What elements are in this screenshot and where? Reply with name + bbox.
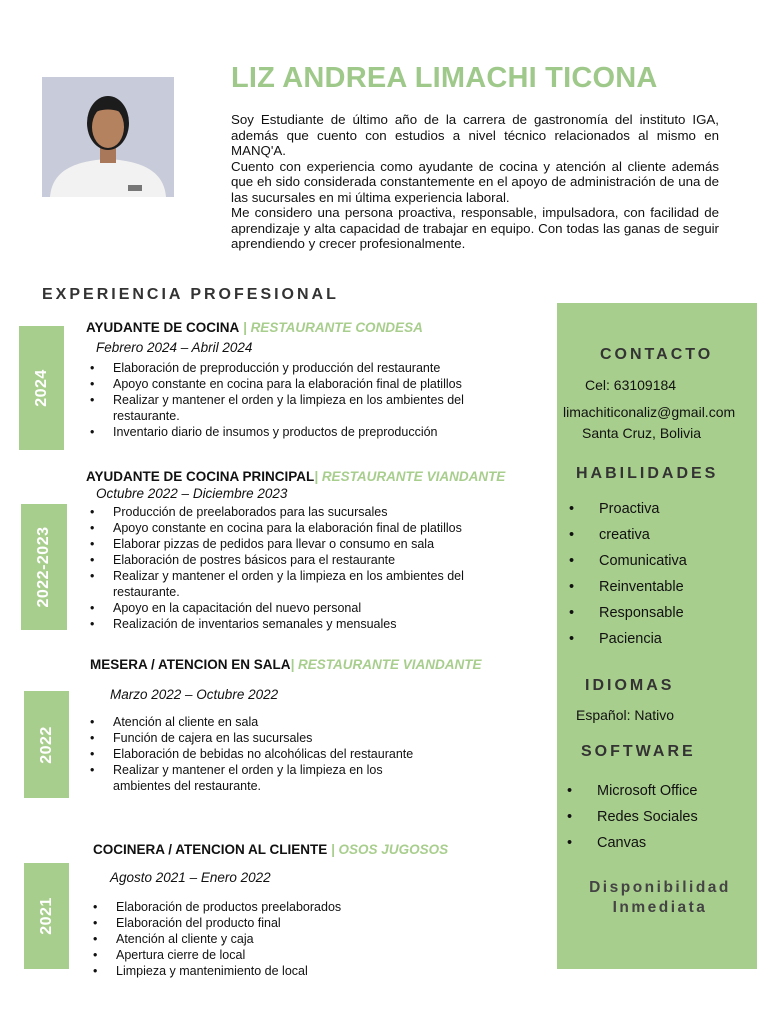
- list-item: • creativa: [569, 527, 687, 553]
- job-duties: [89, 899, 489, 979]
- job-dates: Marzo 2022 – Octubre 2022: [110, 687, 279, 702]
- job-separator: |: [239, 320, 251, 335]
- job-title: [90, 657, 482, 672]
- availability-line: Disponibilidad: [589, 879, 731, 896]
- contact-phone: Cel: 63109184: [585, 377, 677, 393]
- list-item: • Apoyo constante en cocina para la elaboración final de platillos: [86, 520, 486, 536]
- list-item: • Atención al cliente en sala: [86, 714, 431, 730]
- job-role: MESERA / ATENCION EN SALA: [90, 657, 291, 672]
- job-separator: |: [314, 469, 322, 484]
- job-duties: [86, 504, 486, 632]
- year-label: 2022-2023: [35, 526, 52, 608]
- year-label: 2022: [37, 725, 55, 764]
- year-bar: [24, 863, 69, 969]
- year-bar: [24, 691, 69, 798]
- list-item: • Elaboración de bebidas no alcohólicas del restaurante: [86, 746, 431, 762]
- profile-photo: [42, 77, 174, 197]
- software-list: [567, 783, 698, 861]
- language-item: Español: Nativo: [576, 707, 675, 723]
- job-title: [93, 842, 448, 857]
- profile-summary: [231, 112, 719, 252]
- list-item: • Elaborar pizzas de pedidos para llevar o consumo en sala: [86, 536, 486, 552]
- list-item: • Apoyo en la capacitación del nuevo personal: [86, 600, 486, 616]
- list-item: • Inventario diario de insumos y productos de preproducción: [86, 424, 486, 440]
- job-dates: Febrero 2024 – Abril 2024: [96, 340, 253, 355]
- portrait-image: [42, 77, 174, 197]
- job-separator: |: [327, 842, 339, 857]
- list-item: • Elaboración del producto final: [89, 915, 489, 931]
- job-place: RESTAURANTE VIANDANTE: [321, 469, 506, 484]
- list-item: • Elaboración de preproducción y producción del restaurante: [86, 360, 486, 376]
- software-heading: SOFTWARE: [581, 743, 696, 760]
- job-duties: [86, 360, 486, 440]
- languages-heading: IDIOMAS: [585, 677, 675, 694]
- job-dates: Octubre 2022 – Diciembre 2023: [96, 486, 288, 501]
- contact-email[interactable]: limachiticonaliz@gmail.com: [563, 404, 736, 420]
- job-separator: |: [290, 657, 299, 672]
- summary-paragraph: Cuento con experiencia como ayudante de cocina y atención al cliente además que eh sido considerada constantemente en el apoyo de administración de una de las sucursales en mi última experiencia laboral.: [231, 158, 719, 205]
- list-item: • Realización de inventarios semanales y mensuales: [86, 616, 486, 632]
- list-item: • Realizar y mantener el orden y la limpieza en los ambientes del restaurante.: [86, 762, 431, 794]
- list-item: • Microsoft Office: [567, 783, 698, 809]
- job-place: RESTAURANTE VIANDANTE: [298, 657, 482, 672]
- list-item: • Realizar y mantener el orden y la limpieza en los ambientes del restaurante.: [86, 568, 486, 600]
- person-name: LIZ ANDREA LIMACHI TICONA: [231, 62, 658, 94]
- job-dates: Agosto 2021 – Enero 2022: [110, 870, 271, 885]
- job-title: [86, 469, 505, 484]
- contact-location: Santa Cruz, Bolivia: [582, 425, 702, 441]
- skills-list: [569, 501, 687, 657]
- year-bar: [19, 326, 64, 450]
- list-item: • Canvas: [567, 835, 698, 861]
- year-label: 2024: [32, 369, 50, 407]
- year-label: 2021: [37, 897, 55, 935]
- list-item: • Elaboración de postres básicos para el restaurante: [86, 552, 486, 568]
- job-place: RESTAURANTE CONDESA: [250, 320, 423, 335]
- summary-paragraph: Soy Estudiante de último año de la carrera de gastronomía del instituto IGA, además que cuento con estudios a nivel técnico relacionados al mismo en MANQ'A.: [231, 112, 719, 158]
- list-item: • Elaboración de productos preelaborados: [89, 899, 489, 915]
- list-item: • Apertura cierre de local: [89, 947, 489, 963]
- job-duties: [86, 714, 431, 794]
- job-role: AYUDANTE DE COCINA PRINCIPAL: [86, 469, 315, 484]
- job-place: OSOS JUGOSOS: [338, 842, 449, 857]
- list-item: • Redes Sociales: [567, 809, 698, 835]
- availability: [570, 878, 750, 918]
- job-role: AYUDANTE DE COCINA: [86, 320, 240, 335]
- list-item: • Comunicativa: [569, 553, 687, 579]
- list-item: • Realizar y mantener el orden y la limpieza en los ambientes del restaurante.: [86, 392, 486, 424]
- list-item: • Reinventable: [569, 579, 687, 605]
- job-role: COCINERA / ATENCION AL CLIENTE: [93, 842, 328, 857]
- list-item: • Proactiva: [569, 501, 687, 527]
- availability-line: Inmediata: [612, 899, 708, 916]
- experience-heading: EXPERIENCIA PROFESIONAL: [42, 286, 339, 303]
- list-item: • Limpieza y mantenimiento de local: [89, 963, 489, 979]
- summary-paragraph: Me considero una persona proactiva, responsable, impulsadora, con facilidad de aprendizaje y alta capacidad de trabajar en equipo. Con todas las ganas de seguir aprendiendo y crecer profesionalmente.: [231, 205, 719, 251]
- contact-heading: CONTACTO: [600, 346, 714, 363]
- list-item: • Producción de preelaborados para las sucursales: [86, 504, 486, 520]
- list-item: • Apoyo constante en cocina para la elaboración final de platillos: [86, 376, 486, 392]
- list-item: • Atención al cliente y caja: [89, 931, 489, 947]
- skills-heading: HABILIDADES: [576, 465, 719, 482]
- year-bar: [21, 504, 67, 630]
- job-title: [86, 320, 423, 335]
- list-item: • Función de cajera en las sucursales: [86, 730, 431, 746]
- list-item: • Responsable: [569, 605, 687, 631]
- list-item: • Paciencia: [569, 631, 687, 657]
